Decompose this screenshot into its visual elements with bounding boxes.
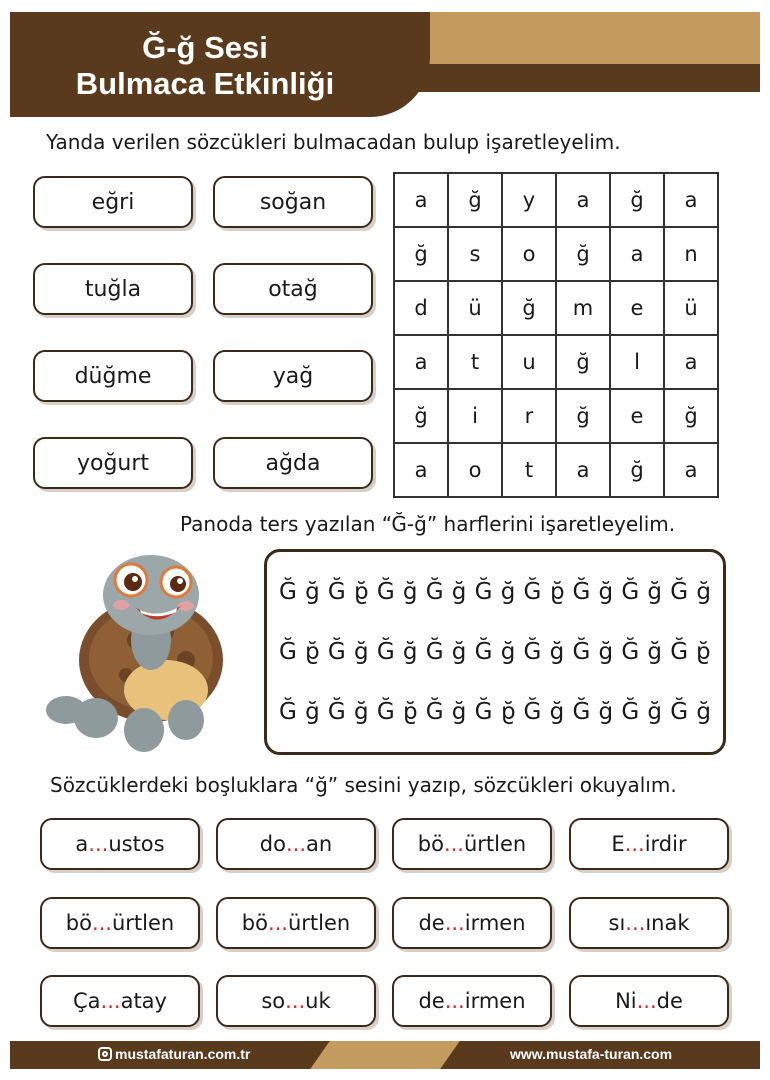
word-prefix: bö [417, 832, 444, 856]
instagram-icon [98, 1047, 112, 1061]
grid-cell[interactable]: a [664, 335, 718, 389]
board-letter[interactable]: ğ [598, 579, 614, 605]
fill-word-box[interactable] [392, 975, 552, 1027]
grid-cell[interactable]: ü [448, 281, 502, 335]
fill-word-box[interactable] [40, 818, 200, 870]
grid-cell[interactable]: ğ [394, 227, 448, 281]
board-letter[interactable]: Ğ [425, 639, 444, 665]
fill-word-box[interactable] [569, 818, 729, 870]
board-letter[interactable]: ğ [598, 639, 614, 665]
word-suffix: uk [305, 989, 331, 1013]
word-suffix: ınak [645, 911, 690, 935]
word-prefix: do [259, 832, 286, 856]
board-letter[interactable]: Ğ [279, 579, 297, 605]
instruction-find-words: Yanda verilen sözcükleri bulmacadan bulup işaretleyelim. [46, 130, 621, 154]
page-title [10, 30, 400, 102]
title-line-1: Ğ-ğ Sesi [142, 30, 268, 65]
board-letter[interactable]: ğ [305, 699, 320, 725]
fill-word-box[interactable] [569, 897, 729, 949]
grid-cell[interactable]: o [502, 227, 556, 281]
board-letter[interactable]: Ğ [376, 639, 395, 665]
board-letter[interactable]: Ğ [572, 639, 591, 665]
word-box: ağda [213, 437, 373, 489]
word-suffix: atay [120, 989, 167, 1013]
board-letter[interactable]: ğ [305, 579, 320, 605]
word-box: otağ [213, 263, 373, 315]
board-letter[interactable]: ğ [305, 639, 320, 665]
grid-cell[interactable]: t [448, 335, 502, 389]
board-letter[interactable]: ğ [451, 579, 467, 605]
board-letter[interactable]: ğ [353, 639, 369, 665]
fill-word-box[interactable] [40, 975, 200, 1027]
board-letter[interactable]: Ğ [621, 639, 640, 665]
blank-dots[interactable]: ... [267, 911, 288, 935]
grid-cell[interactable]: e [610, 281, 664, 335]
grid-cell[interactable]: r [502, 389, 556, 443]
board-letter[interactable]: Ğ [279, 639, 297, 665]
word-search-grid [393, 172, 719, 498]
word-box: düğme [33, 350, 193, 402]
grid-cell[interactable]: ğ [502, 281, 556, 335]
blank-dots[interactable]: ... [91, 911, 112, 935]
grid-cell[interactable]: ğ [664, 389, 718, 443]
grid-cell[interactable]: a [556, 173, 610, 227]
fill-word-box[interactable] [216, 818, 376, 870]
board-letter[interactable]: ğ [549, 699, 565, 725]
grid-cell[interactable]: ğ [610, 173, 664, 227]
board-letter[interactable]: ğ [696, 579, 711, 605]
board-letter[interactable]: ğ [647, 699, 663, 725]
grid-cell[interactable]: a [610, 227, 664, 281]
grid-cell[interactable]: u [502, 335, 556, 389]
grid-cell[interactable]: ğ [556, 227, 610, 281]
board-letter[interactable]: ğ [598, 699, 614, 725]
footer-gold-stripe [310, 1041, 460, 1069]
grid-cell[interactable]: a [664, 443, 718, 497]
board-letter[interactable]: Ğ [327, 699, 346, 725]
grid-cell[interactable]: t [502, 443, 556, 497]
board-letter[interactable]: ğ [549, 579, 565, 605]
word-prefix: bö [65, 911, 92, 935]
board-letter[interactable]: ğ [500, 639, 516, 665]
board-letter[interactable]: Ğ [327, 639, 346, 665]
word-box: eğri [33, 176, 193, 228]
board-letter[interactable]: Ğ [523, 639, 542, 665]
grid-cell[interactable]: m [556, 281, 610, 335]
board-letter[interactable]: ğ [696, 699, 711, 725]
fill-word-box[interactable] [40, 897, 200, 949]
board-letter[interactable]: Ğ [523, 579, 542, 605]
grid-cell[interactable]: n [664, 227, 718, 281]
board-row [279, 579, 711, 605]
board-letter[interactable]: Ğ [670, 639, 689, 665]
blank-dots[interactable]: ... [625, 911, 646, 935]
word-box: tuğla [33, 263, 193, 315]
board-letter[interactable]: Ğ [621, 699, 640, 725]
footer-website: www.mustafa-turan.com [510, 1046, 673, 1062]
word-suffix: an [306, 832, 333, 856]
board-letter[interactable]: ğ [402, 699, 418, 725]
word-prefix: E [611, 832, 625, 856]
board-letter[interactable]: ğ [500, 699, 516, 725]
board-letter[interactable]: Ğ [474, 639, 493, 665]
board-letter[interactable]: Ğ [670, 699, 689, 725]
board-letter[interactable]: Ğ [572, 699, 591, 725]
fill-word-box[interactable] [569, 975, 729, 1027]
fill-word-box[interactable] [216, 975, 376, 1027]
board-letter[interactable]: Ğ [425, 699, 444, 725]
board-letter[interactable]: Ğ [279, 699, 297, 725]
word-prefix: de [418, 989, 445, 1013]
board-letter[interactable]: ğ [353, 699, 369, 725]
word-prefix: bö [241, 911, 268, 935]
blank-dots[interactable]: ... [285, 832, 307, 856]
board-letter[interactable]: ğ [402, 579, 418, 605]
board-letter[interactable]: Ğ [572, 579, 591, 605]
board-letter[interactable]: Ğ [327, 579, 346, 605]
word-box: yoğurt [33, 437, 193, 489]
board-letter[interactable]: ğ [696, 639, 711, 665]
board-letter[interactable]: ğ [402, 639, 418, 665]
word-box: yağ [213, 350, 373, 402]
board-letter[interactable]: ğ [451, 699, 467, 725]
board-letter[interactable]: ğ [353, 579, 369, 605]
board-letter[interactable]: Ğ [621, 579, 640, 605]
word-prefix: so [261, 989, 286, 1013]
fill-word-box[interactable] [392, 818, 552, 870]
grid-cell[interactable]: s [448, 227, 502, 281]
board-letter[interactable]: Ğ [474, 699, 493, 725]
instagram-handle: mustafaturan.com.tr [115, 1046, 251, 1062]
instruction-fill-blanks: Sözcüklerdeki boşluklara “ğ” sesini yazıp, sözcükleri okuyalım. [50, 773, 677, 797]
board-letter[interactable]: ğ [647, 579, 663, 605]
word-prefix: sı [608, 911, 626, 935]
blank-dots[interactable]: ... [443, 832, 464, 856]
board-letter[interactable]: ğ [549, 639, 565, 665]
board-letter[interactable]: Ğ [376, 579, 395, 605]
footer-instagram [98, 1046, 250, 1062]
grid-cell[interactable]: a [394, 335, 448, 389]
word-suffix: irdir [644, 832, 687, 856]
fill-word-box[interactable] [216, 897, 376, 949]
board-letter[interactable]: Ğ [425, 579, 444, 605]
word-prefix: a [75, 832, 89, 856]
page-header [10, 12, 760, 117]
grid-cell[interactable]: ü [664, 281, 718, 335]
word-suffix: de [656, 989, 683, 1013]
page-footer [10, 1041, 760, 1069]
grid-cell[interactable]: ğ [448, 173, 502, 227]
grid-cell[interactable]: a [394, 443, 448, 497]
word-box: soğan [213, 176, 373, 228]
word-prefix: Ni [615, 989, 637, 1013]
blank-dots[interactable]: ... [624, 832, 645, 856]
blank-dots[interactable]: ... [100, 989, 121, 1013]
board-letter[interactable]: Ğ [474, 579, 493, 605]
board-row [279, 699, 711, 725]
blank-dots[interactable]: ... [636, 989, 657, 1013]
grid-cell[interactable]: a [664, 173, 718, 227]
word-suffix: ustos [108, 832, 165, 856]
board-row [279, 639, 711, 665]
grid-cell[interactable]: ğ [556, 335, 610, 389]
word-suffix: ürtlen [287, 911, 351, 935]
grid-cell[interactable]: a [556, 443, 610, 497]
grid-cell[interactable]: a [394, 173, 448, 227]
grid-cell[interactable]: e [610, 389, 664, 443]
grid-cell[interactable]: ğ [394, 389, 448, 443]
instruction-mark-letters: Panoda ters yazılan “Ğ-ğ” harflerini işaretleyelim. [180, 512, 676, 536]
blank-dots[interactable]: ... [444, 989, 465, 1013]
grid-cell[interactable]: l [610, 335, 664, 389]
blank-dots[interactable]: ... [285, 989, 306, 1013]
title-line-2: Bulmaca Etkinliği [75, 66, 335, 101]
word-suffix: ürtlen [111, 911, 175, 935]
board-letter[interactable]: Ğ [670, 579, 689, 605]
board-letter[interactable]: Ğ [523, 699, 542, 725]
grid-cell[interactable]: ğ [610, 443, 664, 497]
grid-cell[interactable]: ğ [556, 389, 610, 443]
grid-cell[interactable]: o [448, 443, 502, 497]
board-letter[interactable]: Ğ [376, 699, 395, 725]
grid-cell[interactable]: d [394, 281, 448, 335]
letter-board [264, 549, 726, 755]
word-prefix: de [418, 911, 445, 935]
grid-cell[interactable]: y [502, 173, 556, 227]
board-letter[interactable]: ğ [451, 639, 467, 665]
board-letter[interactable]: ğ [500, 579, 516, 605]
blank-dots[interactable]: ... [444, 911, 465, 935]
turtle-illustration [36, 540, 226, 760]
blank-dots[interactable]: ... [88, 832, 109, 856]
fill-word-box[interactable] [392, 897, 552, 949]
word-suffix: irmen [464, 911, 526, 935]
grid-cell[interactable]: i [448, 389, 502, 443]
word-suffix: irmen [464, 989, 526, 1013]
word-suffix: ürtlen [463, 832, 527, 856]
word-prefix: Ça [73, 989, 101, 1013]
board-letter[interactable]: ğ [647, 639, 663, 665]
